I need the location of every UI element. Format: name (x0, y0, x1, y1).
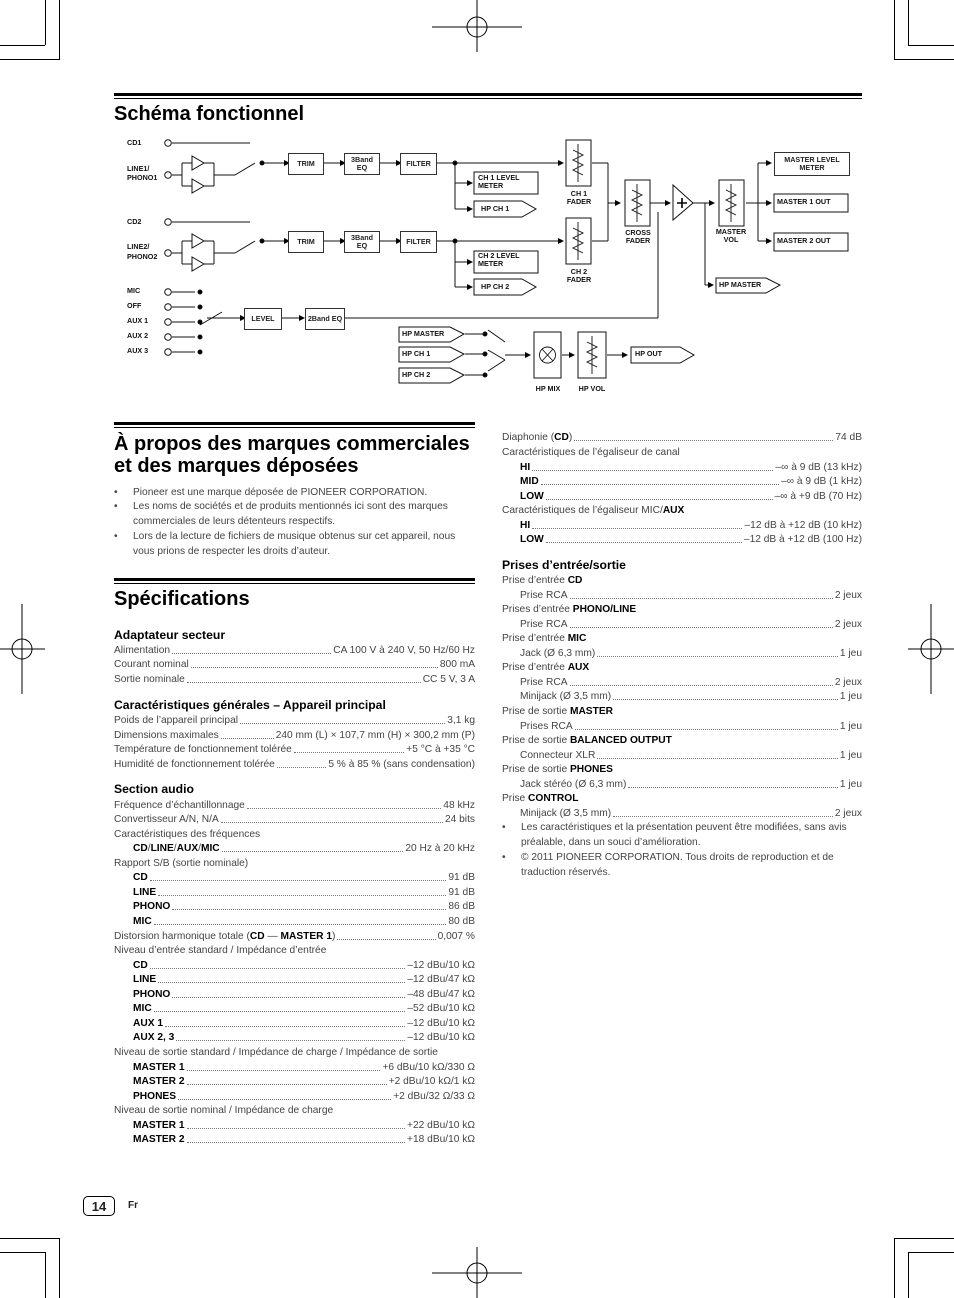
trademarks-title-line2: et des marques déposées (114, 455, 359, 477)
spec-row: Fréquence d’échantillonnage 48 kHz (114, 800, 475, 811)
spec-row: Jack stéréo (Ø 6,3 mm) 1 jeu (520, 779, 862, 790)
spec-row: MASTER 2 +18 dBu/10 kΩ (133, 1134, 475, 1145)
io-group-heading: Prise de sortie PHONES (502, 764, 613, 775)
list-item: • Pioneer est une marque déposée de PIONEER CORPORATION. (114, 487, 428, 498)
spec-row: HI –12 dB à +12 dB (10 kHz) (520, 520, 862, 531)
spec-row: Température de fonctionnement tolérée +5 °C à +35 °C (114, 744, 475, 755)
spec-row: PHONO –48 dBu/47 kΩ (133, 989, 475, 1000)
eq-channel-heading: Caractéristiques de l’égaliseur de canal (502, 447, 680, 458)
spec-row: HI –∞ à 9 dB (13 kHz) (520, 462, 862, 473)
spec-row: Diaphonie (CD) 74 dB (502, 432, 862, 443)
spec-row: Poids de l’appareil principal 3,1 kg (114, 715, 475, 726)
io-group-heading: Prises d’entrée PHONO/LINE (502, 604, 637, 615)
spec-row: Courant nominal 800 mA (114, 659, 475, 670)
level-block: LEVEL (244, 308, 282, 330)
input-aux1: AUX 1 (127, 316, 149, 325)
ch2-level-meter-label: CH 2 LEVEL METER (478, 251, 520, 269)
io-group-heading: Prise d’entrée CD (502, 575, 583, 586)
spec-row: AUX 2, 3 –12 dBu/10 kΩ (133, 1032, 475, 1043)
spec-row: Alimentation CA 100 V à 240 V, 50 Hz/60 Hz (114, 645, 475, 656)
input-aux3: AUX 3 (127, 346, 149, 355)
filter-block: FILTER (400, 231, 437, 253)
input-cd1: CD1 (127, 138, 142, 147)
spec-row: Prises RCA 1 jeu (520, 721, 862, 732)
hp-master-select-label: HP MASTER (402, 329, 445, 338)
spec-row: MIC –52 dBu/10 kΩ (133, 1003, 475, 1014)
spec-row: CD 91 dB (133, 872, 475, 883)
hp-ch2-label: HP CH 2 (481, 282, 510, 291)
spec-row: Prise RCA 2 jeux (520, 619, 862, 630)
hp-ch1-label: HP CH 1 (481, 204, 510, 213)
spec-row: PHONO 86 dB (133, 901, 475, 912)
trademarks-title-line1: À propos des marques commerciales (114, 433, 470, 455)
io-group-heading: Prise d’entrée MIC (502, 633, 587, 644)
input-heading: Niveau d’entrée standard / Impédance d’entrée (114, 945, 327, 956)
spec-row: Connecteur XLR 1 jeu (520, 750, 862, 761)
spec-row: Convertisseur A/N, N/A 24 bits (114, 814, 475, 825)
hp-master-label: HP MASTER (719, 280, 762, 289)
input-line1: LINE1/ (127, 164, 150, 173)
spec-row: Jack (Ø 6,3 mm) 1 jeu (520, 648, 862, 659)
list-item: • Les noms de sociétés et de produits mentionnés ici sont des marques commerciales de leurs détenteurs respectifs. (114, 501, 448, 527)
input-aux2: AUX 2 (127, 331, 149, 340)
spec-row: CD/LINE/AUX/MIC 20 Hz à 20 kHz (133, 843, 475, 854)
input-cd2: CD2 (127, 217, 142, 226)
adapter-heading: Adaptateur secteur (114, 628, 226, 642)
master-level-meter-block: MASTER LEVEL METER (774, 152, 850, 176)
output-heading: Niveau de sortie standard / Impédance de charge / Impédance de sortie (114, 1047, 438, 1058)
hp-out-label: HP OUT (635, 349, 663, 358)
audio-heading: Section audio (114, 782, 194, 796)
spec-row: Minijack (Ø 3,5 mm) 2 jeux (520, 808, 862, 819)
io-group-heading: Prise de sortie MASTER (502, 706, 613, 717)
spec-row: Humidité de fonctionnement tolérée 5 % à 85 % (sans condensation) (114, 759, 475, 770)
hp-vol-label: HP VOL (578, 384, 606, 393)
io-group-heading: Prise d’entrée AUX (502, 662, 590, 673)
spec-row: AUX 1 –12 dBu/10 kΩ (133, 1018, 475, 1029)
ch1-fader-label: CH 1 FADER (566, 189, 592, 207)
nominal-heading: Niveau de sortie nominal / Impédance de charge (114, 1105, 334, 1116)
freq-heading: Caractéristiques des fréquences (114, 829, 261, 840)
io-heading: Prises d’entrée/sortie (502, 558, 626, 572)
spec-row: MASTER 1 +22 dBu/10 kΩ (133, 1120, 475, 1131)
master2-out-label: MASTER 2 OUT (777, 236, 831, 245)
master-vol-label: MASTER VOL (715, 227, 747, 245)
trademarks-title (114, 433, 470, 477)
section-rule (114, 422, 475, 428)
spec-row: Sortie nominale CC 5 V, 3 A (114, 674, 475, 685)
eq2-block: 2Band EQ (305, 308, 345, 330)
spec-row: Prise RCA 2 jeux (520, 677, 862, 688)
hp-mix-label: HP MIX (535, 384, 561, 393)
spec-row: Prise RCA 2 jeux (520, 590, 862, 601)
specs-title: Spécifications (114, 588, 250, 610)
spec-row: Minijack (Ø 3,5 mm) 1 jeu (520, 691, 862, 702)
input-phono1: PHONO1 (127, 173, 158, 182)
trim-block: TRIM (288, 231, 324, 253)
spec-row: MID –∞ à 9 dB (1 kHz) (520, 476, 862, 487)
general-heading: Caractéristiques générales – Appareil principal (114, 698, 386, 712)
sn-heading: Rapport S/B (sortie nominale) (114, 858, 249, 869)
ch2-fader-label: CH 2 FADER (566, 267, 592, 285)
eq3-block: 3Band EQ (344, 153, 380, 175)
input-off: OFF (127, 301, 142, 310)
eq3-block: 3Band EQ (344, 231, 380, 253)
input-phono2: PHONO2 (127, 252, 158, 261)
spec-row: MASTER 2 +2 dBu/10 kΩ/1 kΩ (133, 1076, 475, 1087)
list-item: • Les caractéristiques et la présentation peuvent être modifiées, sans avis préalable, dans un souci d’amélioration. (502, 822, 847, 848)
section-rule (114, 578, 475, 584)
spec-row: Distorsion harmonique totale (CD — MASTER 1) 0,007 % (114, 931, 475, 942)
diagram-title: Schéma fonctionnel (114, 103, 305, 125)
trim-block: TRIM (288, 153, 324, 175)
master1-out-label: MASTER 1 OUT (777, 197, 831, 206)
cross-fader-label: CROSS FADER (625, 228, 651, 246)
filter-block: FILTER (400, 153, 437, 175)
input-line2: LINE2/ (127, 242, 150, 251)
io-group-heading: Prise de sortie BALANCED OUTPUT (502, 735, 672, 746)
list-item: • Lors de la lecture de fichiers de musique obtenus sur cet appareil, nous vous prions de respecter les droits d’auteur. (114, 531, 456, 557)
spec-row: LINE –12 dBu/47 kΩ (133, 974, 475, 985)
block-diagram (0, 0, 954, 420)
spec-row: PHONES +2 dBu/32 Ω/33 Ω (133, 1091, 475, 1102)
eq-mic-heading: Caractéristiques de l’égaliseur MIC/AUX (502, 505, 685, 516)
spec-row: MASTER 1 +6 dBu/10 kΩ/330 Ω (133, 1062, 475, 1073)
language-label: Fr (128, 1200, 138, 1211)
ch1-level-meter-label: CH 1 LEVEL METER (478, 173, 520, 191)
page-number: 14 (83, 1196, 115, 1216)
spec-row: LOW –12 dB à +12 dB (100 Hz) (520, 534, 862, 545)
spec-row: LOW –∞ à +9 dB (70 Hz) (520, 491, 862, 502)
spec-row: Dimensions maximales 240 mm (L) × 107,7 mm (H) × 300,2 mm (P) (114, 730, 475, 741)
list-item: • © 2011 PIONEER CORPORATION. Tous droits de reproduction et de traduction réservés. (502, 852, 834, 878)
input-mic: MIC (127, 286, 141, 295)
hp-ch2-select-label: HP CH 2 (402, 370, 431, 379)
spec-row: MIC 80 dB (133, 916, 475, 927)
hp-ch1-select-label: HP CH 1 (402, 349, 431, 358)
spec-row: CD –12 dBu/10 kΩ (133, 960, 475, 971)
spec-row: LINE 91 dB (133, 887, 475, 898)
io-group-heading: Prise CONTROL (502, 793, 579, 804)
